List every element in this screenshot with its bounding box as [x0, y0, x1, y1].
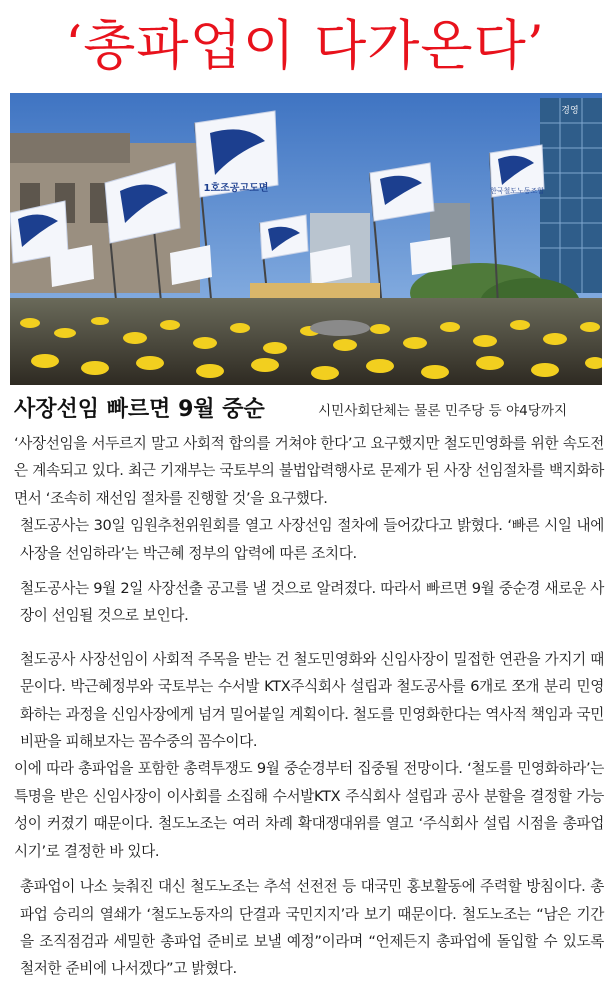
- rally-photo-illustration: [10, 93, 602, 385]
- rally-photo: [10, 93, 602, 385]
- flag-text: 1호조공고도면: [203, 183, 269, 194]
- article-body: [14, 430, 604, 983]
- paragraph-2: 철도공사는 30일 임원추천위원회를 열고 사장선임 절차에 들어갔다고 밝혔다. ‘빠른 시일 내에 사장을 선임하라’는 박근혜 정부의 압력에 따른 조치다.: [20, 517, 604, 562]
- flag-text-secondary: 한국철도노동조합: [489, 187, 545, 195]
- article-lead-inline: 시민사회단체는 물론 민주당 등 야4당까지: [318, 403, 568, 419]
- article-subhead: 사장선임 빠르면 9월 중순: [14, 397, 265, 422]
- tower-sign: 경영: [561, 106, 579, 116]
- paragraph-6: 총파업이 나소 늦춰진 대신 철도노조는 추석 선전전 등 대국민 홍보활동에 주력할 방침이다. 총파업 승리의 열쇄가 ‘철도노동자의 단결과 국민지지’라 보기 때문이다. 철도노조는 “남은 기간을 조직점검과 세밀한 총파업 준비로 보낼 예정”이라며 “언제든지 총파업에 돌입할 수 있도록 철저한 준비에 나서겠다”고 밝혔다.: [20, 878, 604, 978]
- paragraph-5: 이에 따라 총파업을 포함한 총력투쟁도 9월 중순경부터 집중될 전망이다. ‘철도를 민영화하라’는 특명을 받은 신임사장이 이사회를 소집해 수서발KTX 주식회사 설립과 공사 분할을 결정할 가능성이 커졌기 때문이다. 철도노조는 여러 차례 확대쟁대위를 열고 ‘주식회사 설립 시점을 총파업 시기’로 결정한 바 있다.: [14, 760, 604, 860]
- paragraph-3: 철도공사는 9월 2일 사장선출 공고를 낼 것으로 알려졌다. 따라서 빠르면 9월 중순경 새로운 사장이 선임될 것으로 보인다.: [20, 580, 604, 625]
- paragraph-1: ‘사장선임을 서두르지 말고 사회적 합의를 거쳐야 한다’고 요구했지만 철도민영화를 위한 속도전은 계속되고 있다. 최근 기재부는 국토부의 불법압력행사로 문제가 된 사장 선임절차를 백지화하면서 ‘조속히 재선임 절차를 진행할 것’을 요구했다.: [14, 435, 604, 507]
- paragraph-4: 철도공사 사장선임이 사회적 주목을 받는 건 철도민영화와 신임사장이 밀접한 연관을 가지기 때문이다. 박근혜정부와 국토부는 수서발 KTX주식회사 설립과 철도공사를 6개로 쪼개 분리 민영화하는 과정을 신임사장에게 넘겨 밀어붙일 계획이다. 철도를 민영화한다는 역사적 책임과 국민비판을 피해보자는 꼼수중의 꼼수이다.: [20, 650, 604, 751]
- headline: ‘총파업이 다가온다’: [65, 14, 545, 77]
